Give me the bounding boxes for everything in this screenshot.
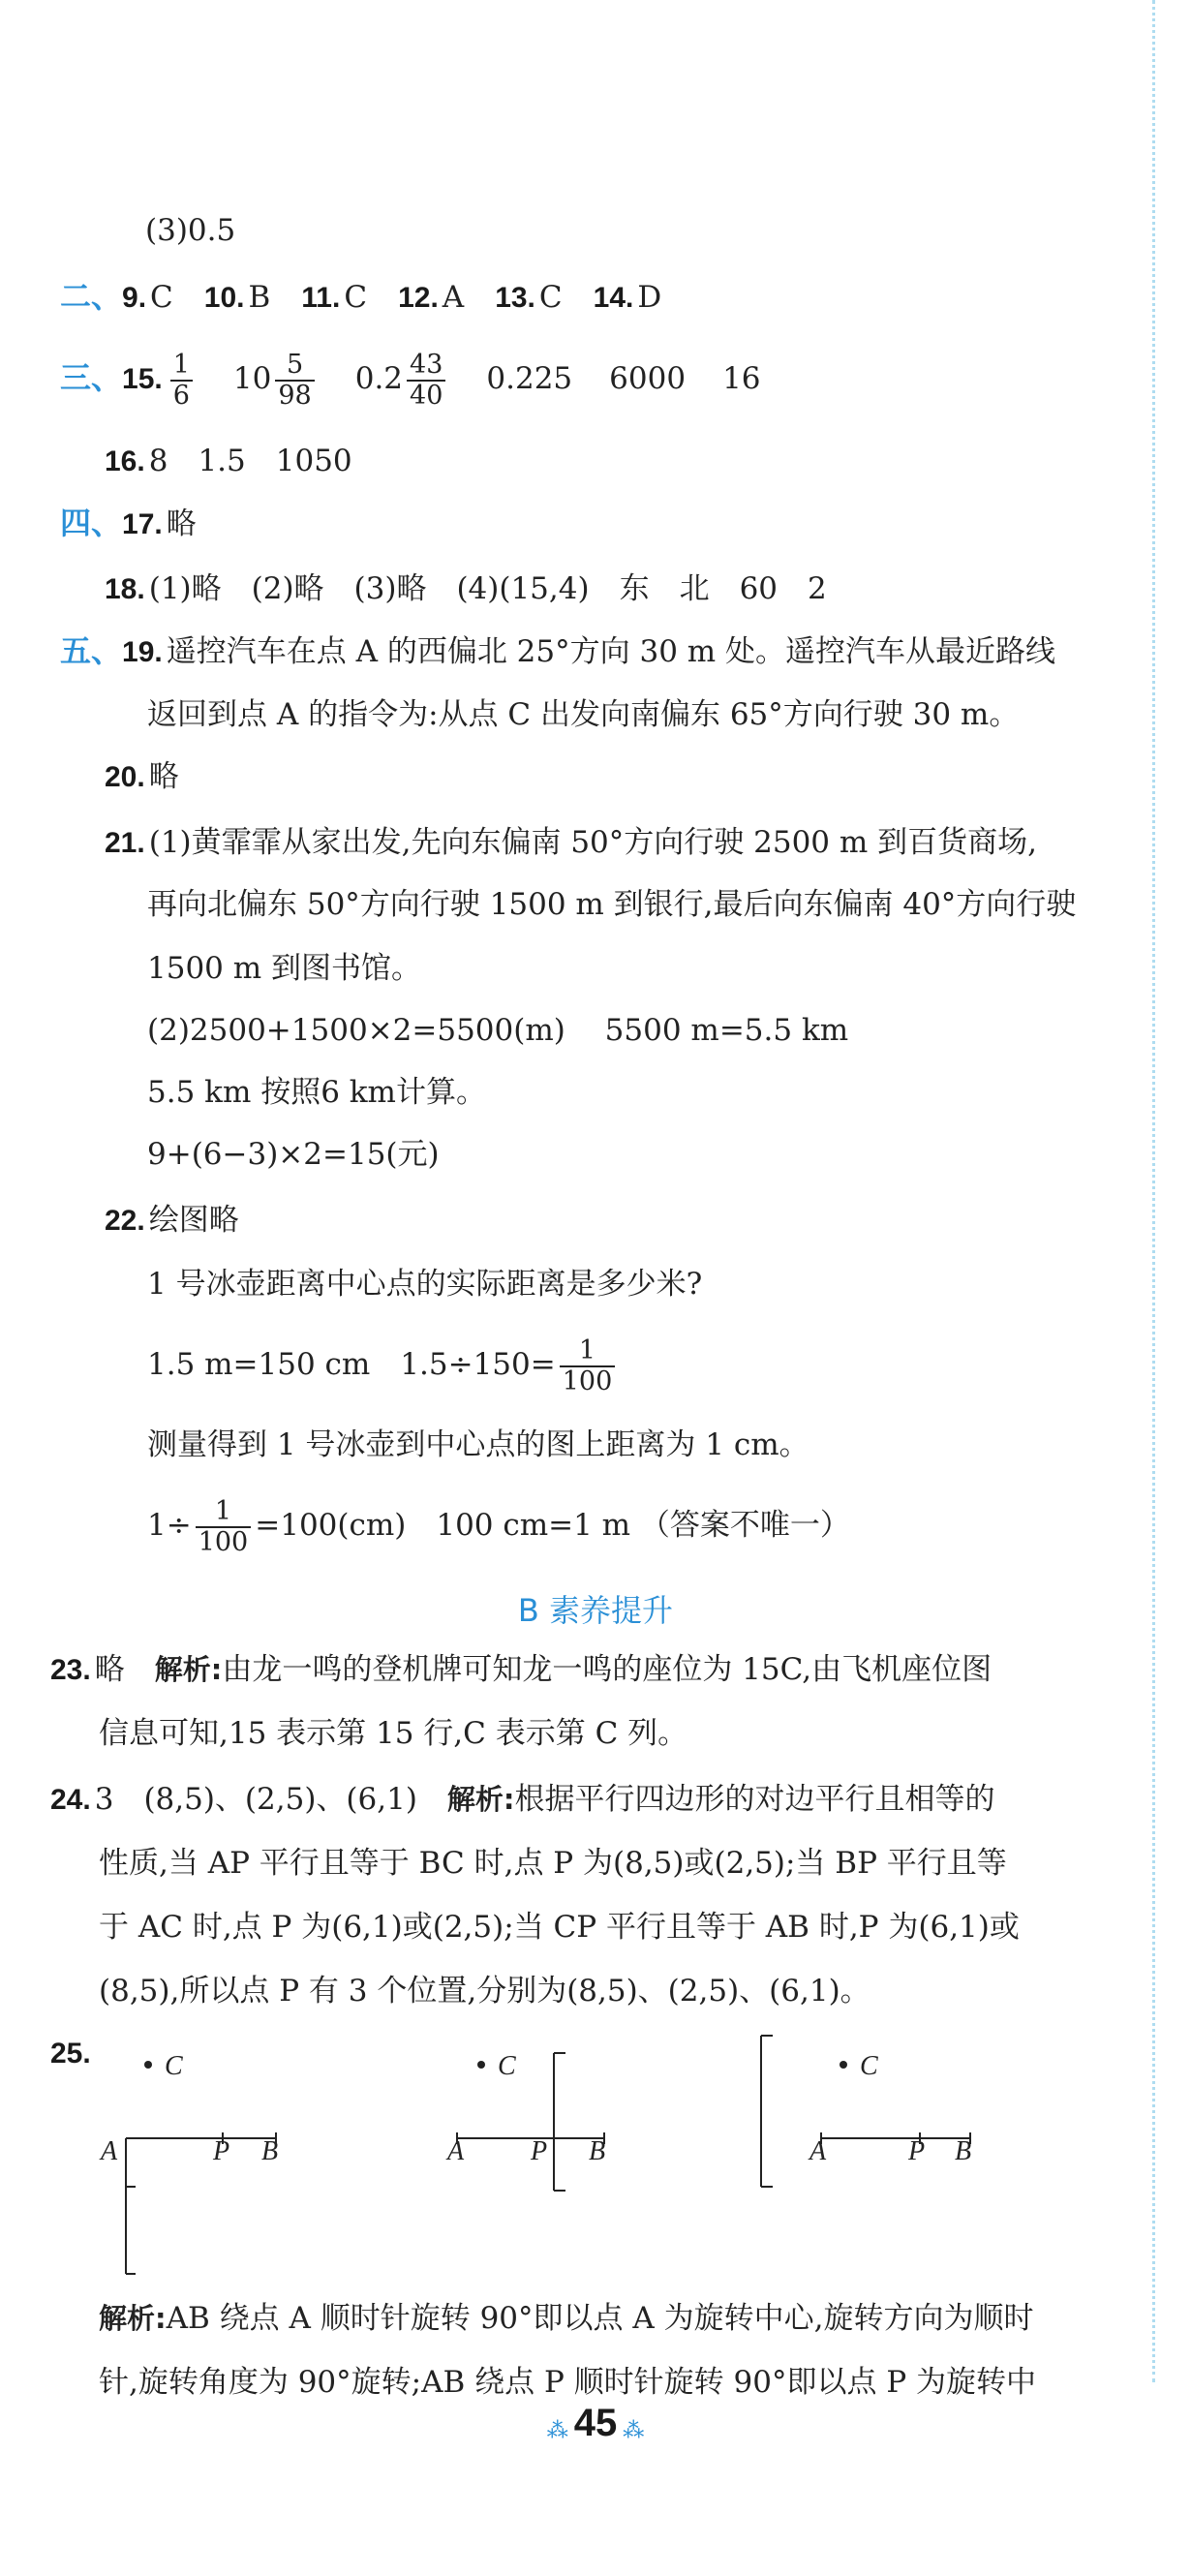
- analysis-label: 解析:: [154, 1653, 223, 1686]
- diagram-2: [445, 2051, 605, 2191]
- answer-21-line-5: 5.5 km 按照6 km计算。: [147, 1075, 486, 1110]
- page-footer: [0, 2402, 1191, 2445]
- section-heading-b: B 素养提升: [517, 1592, 674, 1629]
- answer-22-line-5: 1÷ $\frac{1}{100}$ =100(cm) 100 cm=1 m （答案不唯一）: [147, 1495, 850, 1557]
- answer-21-line-4: (2)2500+1500×2=5500(m) 5500 m=5.5 km: [147, 1013, 849, 1048]
- answer-22-line-1: 22. 绘图略: [105, 1203, 239, 1238]
- answer-21-line-2: 再向北偏东 50°方向行驶 1500 m 到银行,最后向东偏南 40°方向行驶: [147, 887, 1077, 922]
- fraction: $\frac{5}{98}$: [275, 351, 314, 411]
- ornament-icon: ⁂: [546, 2419, 568, 2443]
- answer-23-line-1: 23. 略 解析:由龙一鸣的登机牌可知龙一鸣的座位为 15C,由飞机座位图: [50, 1652, 992, 1687]
- label-p: P: [531, 2136, 548, 2166]
- answer-22-line-4: 测量得到 1 号冰壶到中心点的图上距离为 1 cm。: [147, 1427, 809, 1462]
- answer-23-line-2: 信息可知,15 表示第 15 行,C 表示第 C 列。: [99, 1716, 688, 1751]
- fraction: $\frac{43}{40}$: [407, 351, 445, 411]
- answer-21-line-3: 1500 m 到图书馆。: [147, 951, 421, 986]
- answer-24-line-1: 24. 3 (8,5)、(2,5)、(6,1) 解析:根据平行四边形的对边平行且相等的: [50, 1782, 995, 1817]
- answer-line-3-0.5: (3)0.5: [145, 213, 236, 248]
- fraction: $\frac{1}{6}$: [170, 351, 193, 411]
- answer-24-line-3: 于 AC 时,点 P 为(6,1)或(2,5);当 CP 平行且等于 AB 时,P 为(6,1)或: [99, 1910, 1020, 1945]
- fraction: $\frac{1}{100}$: [196, 1497, 252, 1557]
- answer-21-line-6: 9+(6−3)×2=15(元): [147, 1137, 440, 1172]
- section-3-answers: 三、15. $\frac{1}{6}$ 10 $\frac{5}{98}$ 0.2 $\frac{43}{40}$ 0.225 6000 16: [60, 349, 761, 411]
- answer-20: 20. 略: [105, 759, 179, 794]
- answer-25-label: 25.: [50, 2038, 91, 2070]
- label-c: C: [860, 2051, 878, 2081]
- point-c: [477, 2061, 485, 2069]
- ornament-icon: ⁂: [623, 2419, 645, 2443]
- answer-22-line-2: 1 号冰壶距离中心点的实际距离是多少米?: [147, 1267, 703, 1302]
- point-c: [840, 2061, 847, 2069]
- answer-17: 四、17. 略: [60, 505, 197, 541]
- label-b: B: [589, 2136, 606, 2166]
- page-number: 45: [573, 2402, 618, 2444]
- analysis-label: 解析:: [446, 1783, 515, 1816]
- label-b: B: [261, 2136, 279, 2166]
- diagram-1: [99, 2051, 278, 2274]
- label-a: A: [809, 2136, 827, 2166]
- answer-18: 18. (1)略 (2)略 (3)略 (4)(15,4) 东 北 60 2: [105, 571, 827, 606]
- label-p: P: [213, 2136, 230, 2166]
- label-c: C: [498, 2051, 516, 2081]
- answer-22-line-3: 1.5 m=150 cm 1.5÷150= $\frac{1}{100}$: [147, 1331, 619, 1398]
- rotation-diagrams: [0, 2024, 1191, 2315]
- answer-24-line-2: 性质,当 AP 平行且等于 BC 时,点 P 为(8,5)或(2,5);当 BP 平行且等: [99, 1846, 1007, 1881]
- answer-19-line-2: 返回到点 A 的指令为:从点 C 出发向南偏东 65°方向行驶 30 m。: [147, 697, 1020, 732]
- answer-16: 16. 8 1.5 1050: [105, 444, 352, 478]
- answer-24-line-4: (8,5),所以点 P 有 3 个位置,分别为(8,5)、(2,5)、(6,1)。: [99, 1974, 870, 2009]
- section-2-answers: 二、9. C 10. B 11. C 12. A 13. C 14. D: [60, 278, 662, 315]
- diagram-3: [761, 2036, 971, 2187]
- label-c: C: [165, 2051, 183, 2081]
- answer-21-line-1: 21. (1)黄霏霏从家出发,先向东偏南 50°方向行驶 2500 m 到百货商场,: [105, 825, 1037, 860]
- label-p: P: [908, 2136, 926, 2166]
- fraction: $\frac{1}{100}$: [560, 1336, 616, 1396]
- answer-25-analysis-line-2: 针,旋转角度为 90°旋转;AB 绕点 P 顺时针旋转 90°即以点 P 为旋转中: [99, 2365, 1037, 2400]
- answer-19-line-1: 五、19. 遥控汽车在点 A 的西偏北 25°方向 30 m 处。遥控汽车从最近路线: [60, 632, 1056, 669]
- section-label: 二、: [60, 278, 123, 315]
- analysis-label: 解析:: [99, 2302, 167, 2335]
- label-a: A: [101, 2136, 118, 2166]
- point-c: [144, 2061, 152, 2069]
- label-b: B: [955, 2136, 972, 2166]
- answer-25-analysis-line-1: 解析:AB 绕点 A 顺时针旋转 90°即以点 A 为旋转中心,旋转方向为顺时: [99, 2301, 1034, 2336]
- label-a: A: [447, 2136, 465, 2166]
